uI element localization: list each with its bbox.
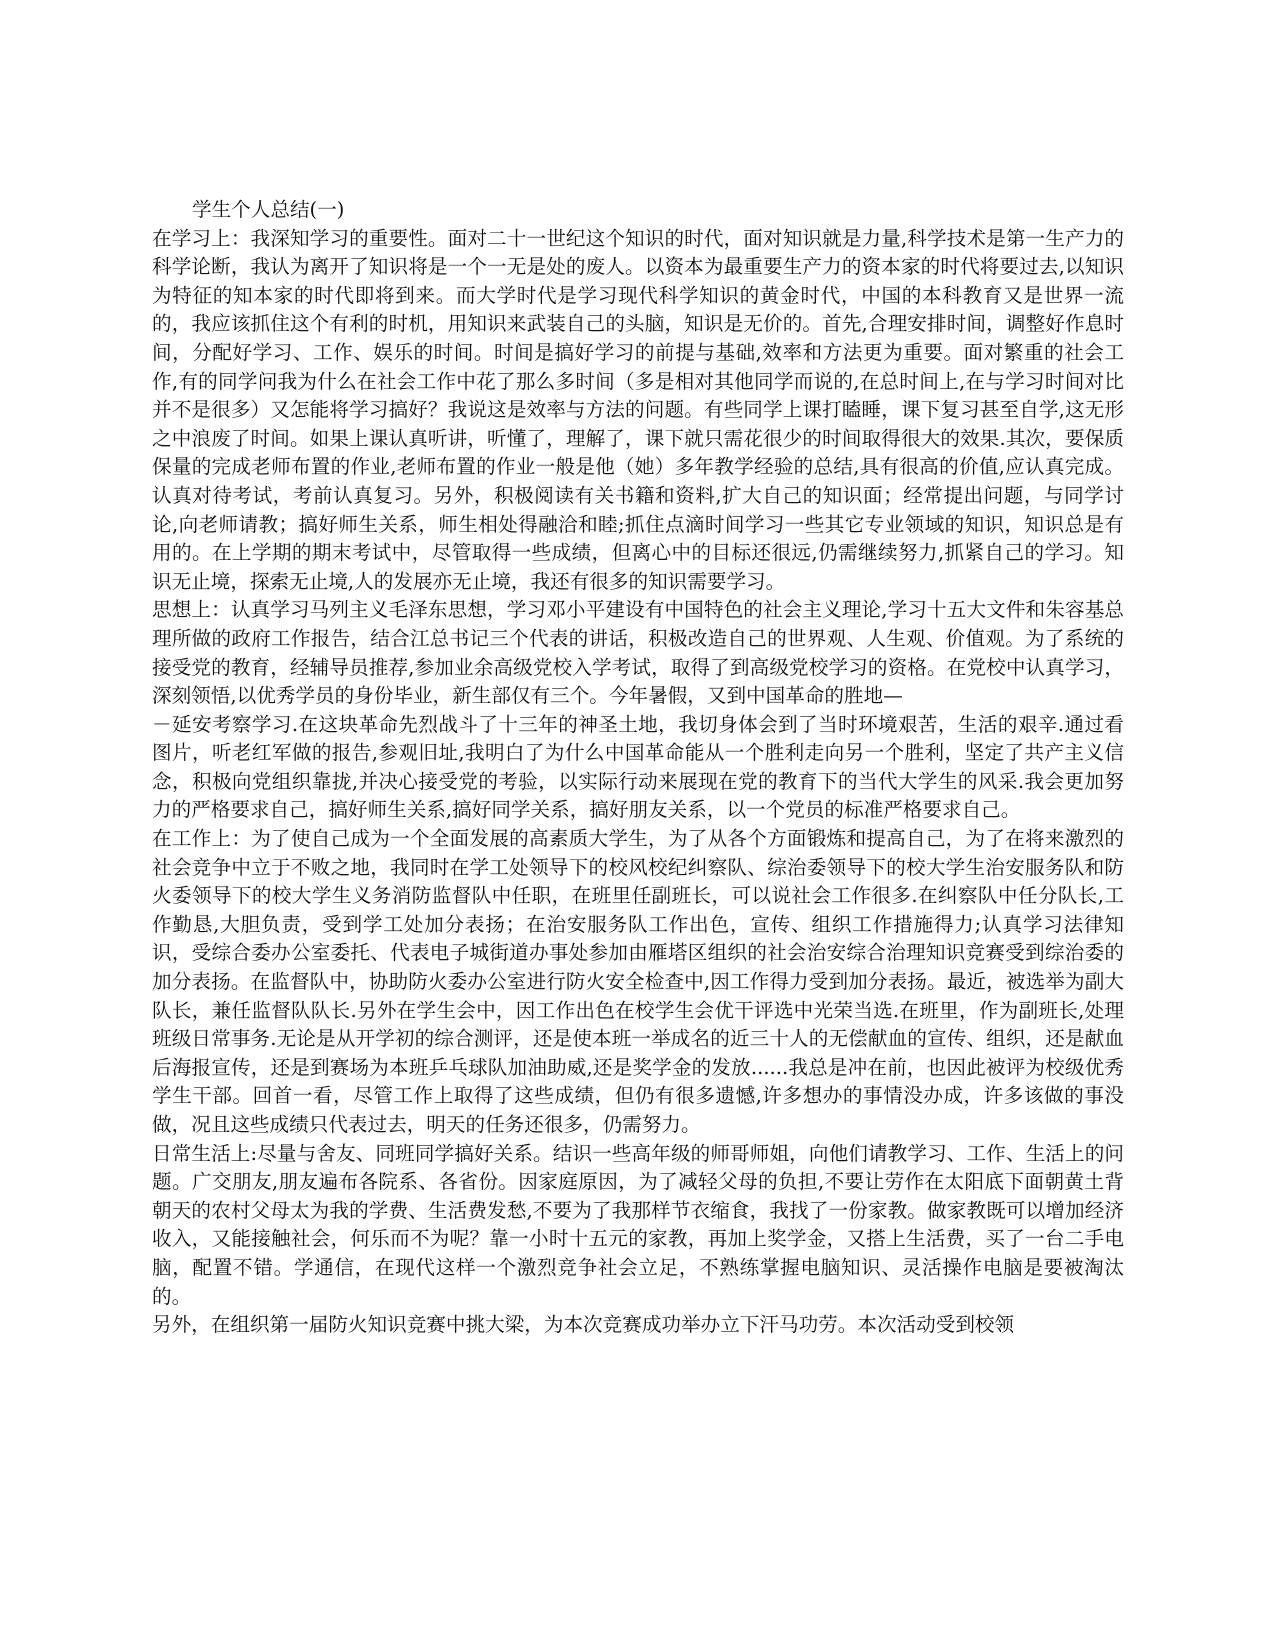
paragraph-study: 在学习上：我深知学习的重要性。面对二十一世纪这个知识的时代，面对知识就是力量,科学技术是第一生产力的科学论断，我认为离开了知识将是一个一无是处的废人。以资本为最重要生产力的资本家的时代将要过去,以知识为特征的知本家的时代即将到来。而大学时代是学习现代科学知识的黄金时代，中国的本科教育又是世界一流的，我应该抓住这个有利的时机，用知识来武装自己的头脑，知识是无价的。首先,合理安排时间，调整好作息时间，分配好学习、工作、娱乐的时间。时间是搞好学习的前提与基础,效率和方法更为重要。面对繁重的社会工作,有的同学问我为什么在社会工作中花了那么多时间（多是相对其他同学而说的,在总时间上,在与学习时间对比并不是很多）又怎能将学习搞好？我说这是效率与方法的问题。有些同学上课打瞌睡，课下复习甚至自学,这无形之中浪废了时间。如果上课认真听讲，听懂了，理解了，课下就只需花很少的时间取得很大的效果.其次，要保质保量的完成老师布置的作业,老师布置的作业一般是他（她）多年教学经验的总结,具有很高的价值,应认真完成。认真对待考试，考前认真复习。另外，积极阅读有关书籍和资料,扩大自己的知识面；经常提出问题，与同学讨论,向老师请教；搞好师生关系，师生相处得融洽和睦;抓住点滴时间学习一些其它专业领域的知识，知识总是有用的。在上学期的期末考试中，尽管取得一些成绩，但离心中的目标还很远,仍需继续努力,抓紧自己的学习。知识无止境，探索无止境,人的发展亦无止境，我还有很多的知识需要学习。	[152, 226, 1124, 593]
paragraph-daily-life: 日常生活上:尽量与舍友、同班同学搞好关系。结识一些高年级的师哥师姐，向他们请教学习、工作、生活上的问题。广交朋友,朋友遍布各院系、各省份。因家庭原因，为了减轻父母的负担,不要让劳作在太阳底下面朝黄土背朝天的农村父母太为我的学费、生活费发愁,不要为了我那样节衣缩食，我找了一份家教。做家教既可以增加经济收入，又能接触社会，何乐而不为呢？靠一小时十五元的家教，再加上奖学金，又搭上生活费，买了一台二手电脑，配置不错。学通信，在现代这样一个激烈竞争社会立足，不熟练掌握电脑知识、灵活操作电脑是要被淘汰的。	[152, 1141, 1124, 1308]
document-page	[152, 196, 1124, 1340]
paragraph-thought: 思想上：认真学习马列主义毛泽东思想，学习邓小平建设有中国特色的社会主义理论,学习十五大文件和朱容基总理所做的政府工作报告，结合江总书记三个代表的讲话，积极改造自己的世界观、人生观、价值观。为了系统的接受党的教育，经辅导员推荐,参加业余高级党校入学考试，取得了到高级党校学习的资格。在党校中认真学习，深刻领悟,以优秀学员的身份毕业，新生部仅有三个。今年暑假，又到中国革命的胜地—	[152, 598, 1124, 708]
paragraph-work: 在工作上：为了使自己成为一个全面发展的高素质大学生，为了从各个方面锻炼和提高自己，为了在将来激烈的社会竞争中立于不败之地，我同时在学工处领导下的校风校纪纠察队、综治委领导下的校大学生治安服务队和防火委领导下的校大学生义务消防监督队中任职，在班里任副班长，可以说社会工作很多.在纠察队中任分队长,工作勤恳,大胆负责，受到学工处加分表扬；在治安服务队工作出色，宣传、组织工作措施得力;认真学习法律知识，受综合委办公室委托、代表电子城街道办事处参加由雁塔区组织的社会治安综合治理知识竞赛受到综治委的加分表扬。在监督队中，协助防火委办公室进行防火安全检查中,因工作得力受到加分表扬。最近，被选举为副大队长，兼任监督队队长.另外在学生会中，因工作出色在校学生会优干评选中光荣当选.在班里，作为副班长,处理班级日常事务.无论是从开学初的综合测评，还是使本班一举成名的近三十人的无偿献血的宣传、组织，还是献血后海报宣传，还是到赛场为本班乒乓球队加油助威,还是奖学金的发放......我总是冲在前，也因此被评为校级优秀学生干部。回首一看，尽管工作上取得了这些成绩，但仍有很多遗憾,许多想办的事情没办成，许多该做的事没做，况且这些成绩只代表过去，明天的任务还很多，仍需努力。	[152, 827, 1124, 1136]
document-title: 学生个人总结(一)	[192, 198, 345, 221]
paragraph-yanan-visit: －延安考察学习.在这块革命先烈战斗了十三年的神圣土地，我切身体会到了当时环境艰苦，生活的艰辛.通过看图片，听老红军做的报告,参观旧址,我明白了为什么中国革命能从一个胜利走向另一个胜利，坚定了共产主义信念，积极向党组织靠拢,并决心接受党的考验，以实际行动来展现在党的教育下的当代大学生的风采.我会更加努力的严格要求自己，搞好师生关系,搞好同学关系，搞好朋友关系，以一个党员的标准严格要求自己。	[152, 712, 1124, 822]
paragraph-other: 另外，在组织第一届防火知识竞赛中挑大梁，为本次竞赛成功举办立下汗马功劳。本次活动受到校领	[152, 1313, 1015, 1337]
